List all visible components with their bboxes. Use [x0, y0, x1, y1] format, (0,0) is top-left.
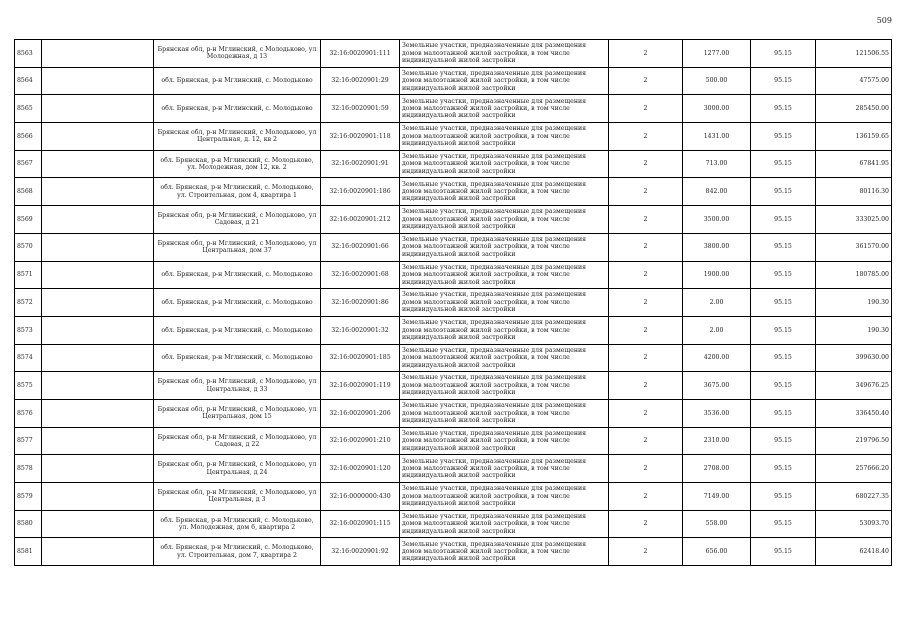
spacer-cell — [42, 261, 154, 289]
row-number: 8567 — [15, 150, 42, 178]
spacer-cell — [42, 206, 154, 234]
cadastral-value-cell: 121506.55 — [816, 40, 892, 68]
area-cell: 2.00 — [683, 289, 751, 317]
land-category-cell: Земельные участки, предназначенные для размещения домов малоэтажной жилой застройки, в том числе индивидуальной жилой застройки — [400, 261, 609, 289]
spacer-cell — [42, 510, 154, 538]
row-number: 8563 — [15, 40, 42, 68]
unit-value-cell: 95.15 — [751, 289, 816, 317]
cadastral-number-cell: 32:16:0020901:212 — [321, 206, 400, 234]
group-cell: 2 — [609, 399, 683, 427]
area-cell: 3675.00 — [683, 372, 751, 400]
table-row — [15, 344, 892, 372]
row-number: 8579 — [15, 483, 42, 511]
cadastral-number-cell: 32:16:0020901:118 — [321, 123, 400, 151]
area-cell: 713.00 — [683, 150, 751, 178]
spacer-cell — [42, 67, 154, 95]
cadastral-number-cell: 32:16:0000000:430 — [321, 483, 400, 511]
unit-value-cell: 95.15 — [751, 455, 816, 483]
row-number: 8564 — [15, 67, 42, 95]
land-category-cell: Земельные участки, предназначенные для размещения домов малоэтажной жилой застройки, в том числе индивидуальной жилой застройки — [400, 178, 609, 206]
land-category-cell: Земельные участки, предназначенные для размещения домов малоэтажной жилой застройки, в том числе индивидуальной жилой застройки — [400, 150, 609, 178]
unit-value-cell: 95.15 — [751, 95, 816, 123]
cadastral-value-cell: 361570.00 — [816, 233, 892, 261]
address-cell: обл. Брянская, р-н Мглинский, с. Молодьково — [154, 67, 321, 95]
table-row — [15, 233, 892, 261]
area-cell: 2.00 — [683, 316, 751, 344]
cadastral-value-cell: 136159.65 — [816, 123, 892, 151]
land-category-cell: Земельные участки, предназначенные для размещения домов малоэтажной жилой застройки, в том числе индивидуальной жилой застройки — [400, 95, 609, 123]
table-row — [15, 261, 892, 289]
area-cell: 3536.00 — [683, 399, 751, 427]
row-number: 8576 — [15, 399, 42, 427]
cadastral-value-cell: 47575.00 — [816, 67, 892, 95]
cadastral-value-cell: 336450.40 — [816, 399, 892, 427]
row-number: 8577 — [15, 427, 42, 455]
group-cell: 2 — [609, 372, 683, 400]
land-category-cell: Земельные участки, предназначенные для размещения домов малоэтажной жилой застройки, в том числе индивидуальной жилой застройки — [400, 538, 609, 566]
land-category-cell: Земельные участки, предназначенные для размещения домов малоэтажной жилой застройки, в том числе индивидуальной жилой застройки — [400, 40, 609, 68]
cadastral-number-cell: 32:16:0020901:86 — [321, 289, 400, 317]
address-cell: обл. Брянская, р-н Мглинский, с. Молодьково, ул. Молодежная, дом 6, квартира 2 — [154, 510, 321, 538]
land-category-cell: Земельные участки, предназначенные для размещения домов малоэтажной жилой застройки, в том числе индивидуальной жилой застройки — [400, 206, 609, 234]
unit-value-cell: 95.15 — [751, 206, 816, 234]
area-cell: 500.00 — [683, 67, 751, 95]
address-cell: Брянская обл, р-н Мглинский, с Молодьково, ул Центральная, д 3 — [154, 483, 321, 511]
address-cell: Брянская обл, р-н Мглинский, с Молодьково, ул Садовая, д 22 — [154, 427, 321, 455]
land-category-cell: Земельные участки, предназначенные для размещения домов малоэтажной жилой застройки, в том числе индивидуальной жилой застройки — [400, 372, 609, 400]
cadastral-number-cell: 32:16:0020901:91 — [321, 150, 400, 178]
row-number: 8580 — [15, 510, 42, 538]
cadastral-number-cell: 32:16:0020901:115 — [321, 510, 400, 538]
land-category-cell: Земельные участки, предназначенные для размещения домов малоэтажной жилой застройки, в том числе индивидуальной жилой застройки — [400, 455, 609, 483]
group-cell: 2 — [609, 455, 683, 483]
spacer-cell — [42, 233, 154, 261]
cadastral-number-cell: 32:16:0020901:92 — [321, 538, 400, 566]
address-cell: обл. Брянская, р-н Мглинский, с. Молодьково — [154, 316, 321, 344]
group-cell: 2 — [609, 427, 683, 455]
area-cell: 1431.00 — [683, 123, 751, 151]
area-cell: 1900.00 — [683, 261, 751, 289]
group-cell: 2 — [609, 289, 683, 317]
spacer-cell — [42, 372, 154, 400]
unit-value-cell: 95.15 — [751, 261, 816, 289]
cadastral-value-cell: 190.30 — [816, 316, 892, 344]
row-number: 8575 — [15, 372, 42, 400]
group-cell: 2 — [609, 510, 683, 538]
spacer-cell — [42, 483, 154, 511]
land-category-cell: Земельные участки, предназначенные для размещения домов малоэтажной жилой застройки, в том числе индивидуальной жилой застройки — [400, 233, 609, 261]
group-cell: 2 — [609, 150, 683, 178]
table-row — [15, 178, 892, 206]
address-cell: обл. Брянская, р-н Мглинский, с. Молодьково, ул. Молодежная, дом 12, кв. 2 — [154, 150, 321, 178]
area-cell: 558.00 — [683, 510, 751, 538]
area-cell: 1277.00 — [683, 40, 751, 68]
table-row — [15, 206, 892, 234]
unit-value-cell: 95.15 — [751, 399, 816, 427]
cadastral-number-cell: 32:16:0020901:66 — [321, 233, 400, 261]
unit-value-cell: 95.15 — [751, 67, 816, 95]
table-row — [15, 538, 892, 566]
row-number: 8570 — [15, 233, 42, 261]
cadastral-number-cell: 32:16:0020901:29 — [321, 67, 400, 95]
area-cell: 3800.00 — [683, 233, 751, 261]
cadastral-number-cell: 32:16:0020901:185 — [321, 344, 400, 372]
land-category-cell: Земельные участки, предназначенные для размещения домов малоэтажной жилой застройки, в том числе индивидуальной жилой застройки — [400, 344, 609, 372]
cadastral-value-cell: 680227.35 — [816, 483, 892, 511]
land-category-cell: Земельные участки, предназначенные для размещения домов малоэтажной жилой застройки, в том числе индивидуальной жилой застройки — [400, 67, 609, 95]
spacer-cell — [42, 316, 154, 344]
unit-value-cell: 95.15 — [751, 538, 816, 566]
spacer-cell — [42, 399, 154, 427]
address-cell: Брянская обл, р-н Мглинский, с Молодьково, ул Центральная, дом 37 — [154, 233, 321, 261]
group-cell: 2 — [609, 316, 683, 344]
table-row — [15, 67, 892, 95]
cadastral-value-cell: 257666.20 — [816, 455, 892, 483]
unit-value-cell: 95.15 — [751, 510, 816, 538]
row-number: 8569 — [15, 206, 42, 234]
cadastral-value-cell: 67841.95 — [816, 150, 892, 178]
unit-value-cell: 95.15 — [751, 316, 816, 344]
table-row — [15, 427, 892, 455]
table-row — [15, 316, 892, 344]
page-number: 509 — [876, 16, 892, 25]
spacer-cell — [42, 150, 154, 178]
group-cell: 2 — [609, 538, 683, 566]
row-number: 8565 — [15, 95, 42, 123]
table-row — [15, 289, 892, 317]
cadastral-value-cell: 399630.00 — [816, 344, 892, 372]
table-row — [15, 372, 892, 400]
address-cell: Брянская обл, р-н Мглинский, с Молодьково, ул Центральная, д 24 — [154, 455, 321, 483]
group-cell: 2 — [609, 483, 683, 511]
unit-value-cell: 95.15 — [751, 483, 816, 511]
group-cell: 2 — [609, 206, 683, 234]
row-number: 8571 — [15, 261, 42, 289]
group-cell: 2 — [609, 95, 683, 123]
group-cell: 2 — [609, 261, 683, 289]
land-category-cell: Земельные участки, предназначенные для размещения домов малоэтажной жилой застройки, в том числе индивидуальной жилой застройки — [400, 399, 609, 427]
unit-value-cell: 95.15 — [751, 40, 816, 68]
spacer-cell — [42, 344, 154, 372]
table-row — [15, 483, 892, 511]
table-body — [15, 40, 892, 566]
group-cell: 2 — [609, 123, 683, 151]
row-number: 8581 — [15, 538, 42, 566]
unit-value-cell: 95.15 — [751, 427, 816, 455]
cadastral-value-cell: 62418.40 — [816, 538, 892, 566]
address-cell: обл. Брянская, р-н Мглинский, с. Молодьково, ул. Строительная, дом 4, квартира 1 — [154, 178, 321, 206]
address-cell: Брянская обл, р-н Мглинский, с Молодьково, ул Центральная, д 33 — [154, 372, 321, 400]
unit-value-cell: 95.15 — [751, 344, 816, 372]
spacer-cell — [42, 427, 154, 455]
table-row — [15, 40, 892, 68]
area-cell: 2708.00 — [683, 455, 751, 483]
cadastral-value-cell: 219796.50 — [816, 427, 892, 455]
unit-value-cell: 95.15 — [751, 178, 816, 206]
group-cell: 2 — [609, 40, 683, 68]
group-cell: 2 — [609, 178, 683, 206]
cadastral-number-cell: 32:16:0020901:206 — [321, 399, 400, 427]
group-cell: 2 — [609, 233, 683, 261]
address-cell: обл. Брянская, р-н Мглинский, с. Молодьково — [154, 344, 321, 372]
address-cell: Брянская обл, р-н Мглинский, с Молодьково, ул Центральная, дом 15 — [154, 399, 321, 427]
land-category-cell: Земельные участки, предназначенные для размещения домов малоэтажной жилой застройки, в том числе индивидуальной жилой застройки — [400, 123, 609, 151]
cadastral-number-cell: 32:16:0020901:119 — [321, 372, 400, 400]
address-cell: Брянская обл, р-н Мглинский, с Молодьково, ул Садовая, д 21 — [154, 206, 321, 234]
spacer-cell — [42, 289, 154, 317]
area-cell: 842.00 — [683, 178, 751, 206]
address-cell: Брянская обл, р-н Мглинский, с Молодьково, ул Молодежная, д 13 — [154, 40, 321, 68]
unit-value-cell: 95.15 — [751, 123, 816, 151]
row-number: 8566 — [15, 123, 42, 151]
address-cell: Брянская обл, р-н Мглинский, с Молодьково, ул Центральная, д. 12, кв 2 — [154, 123, 321, 151]
spacer-cell — [42, 123, 154, 151]
address-cell: обл. Брянская, р-н Мглинский, с. Молодьково — [154, 261, 321, 289]
table-row — [15, 123, 892, 151]
spacer-cell — [42, 95, 154, 123]
spacer-cell — [42, 178, 154, 206]
group-cell: 2 — [609, 67, 683, 95]
area-cell: 2310.00 — [683, 427, 751, 455]
unit-value-cell: 95.15 — [751, 150, 816, 178]
table-row — [15, 95, 892, 123]
address-cell: обл. Брянская, р-н Мглинский, с. Молодьково — [154, 95, 321, 123]
area-cell: 656.00 — [683, 538, 751, 566]
spacer-cell — [42, 455, 154, 483]
land-registry-table — [14, 39, 892, 566]
table-row — [15, 150, 892, 178]
area-cell: 7149.00 — [683, 483, 751, 511]
address-cell: обл. Брянская, р-н Мглинский, с. Молодьково — [154, 289, 321, 317]
table-row — [15, 455, 892, 483]
unit-value-cell: 95.15 — [751, 233, 816, 261]
cadastral-number-cell: 32:16:0020901:68 — [321, 261, 400, 289]
row-number: 8573 — [15, 316, 42, 344]
group-cell: 2 — [609, 344, 683, 372]
row-number: 8568 — [15, 178, 42, 206]
cadastral-number-cell: 32:16:0020901:59 — [321, 95, 400, 123]
land-category-cell: Земельные участки, предназначенные для размещения домов малоэтажной жилой застройки, в том числе индивидуальной жилой застройки — [400, 483, 609, 511]
area-cell: 3500.00 — [683, 206, 751, 234]
cadastral-value-cell: 333025.00 — [816, 206, 892, 234]
cadastral-value-cell: 349676.25 — [816, 372, 892, 400]
table-row — [15, 399, 892, 427]
unit-value-cell: 95.15 — [751, 372, 816, 400]
area-cell: 3000.00 — [683, 95, 751, 123]
land-category-cell: Земельные участки, предназначенные для размещения домов малоэтажной жилой застройки, в том числе индивидуальной жилой застройки — [400, 289, 609, 317]
address-cell: обл. Брянская, р-н Мглинский, с. Молодьково, ул. Строительная, дом 7, квартира 2 — [154, 538, 321, 566]
cadastral-number-cell: 32:16:0020901:210 — [321, 427, 400, 455]
cadastral-value-cell: 180785.00 — [816, 261, 892, 289]
spacer-cell — [42, 40, 154, 68]
spacer-cell — [42, 538, 154, 566]
land-category-cell: Земельные участки, предназначенные для размещения домов малоэтажной жилой застройки, в том числе индивидуальной жилой застройки — [400, 427, 609, 455]
land-category-cell: Земельные участки, предназначенные для размещения домов малоэтажной жилой застройки, в том числе индивидуальной жилой застройки — [400, 316, 609, 344]
row-number: 8578 — [15, 455, 42, 483]
table-row — [15, 510, 892, 538]
cadastral-number-cell: 32:16:0020901:32 — [321, 316, 400, 344]
area-cell: 4200.00 — [683, 344, 751, 372]
row-number: 8574 — [15, 344, 42, 372]
cadastral-value-cell: 53093.70 — [816, 510, 892, 538]
cadastral-number-cell: 32:16:0020901:111 — [321, 40, 400, 68]
cadastral-number-cell: 32:16:0020901:186 — [321, 178, 400, 206]
cadastral-value-cell: 190.30 — [816, 289, 892, 317]
cadastral-value-cell: 80116.30 — [816, 178, 892, 206]
row-number: 8572 — [15, 289, 42, 317]
cadastral-number-cell: 32:16:0020901:120 — [321, 455, 400, 483]
land-category-cell: Земельные участки, предназначенные для размещения домов малоэтажной жилой застройки, в том числе индивидуальной жилой застройки — [400, 510, 609, 538]
cadastral-value-cell: 285450.00 — [816, 95, 892, 123]
